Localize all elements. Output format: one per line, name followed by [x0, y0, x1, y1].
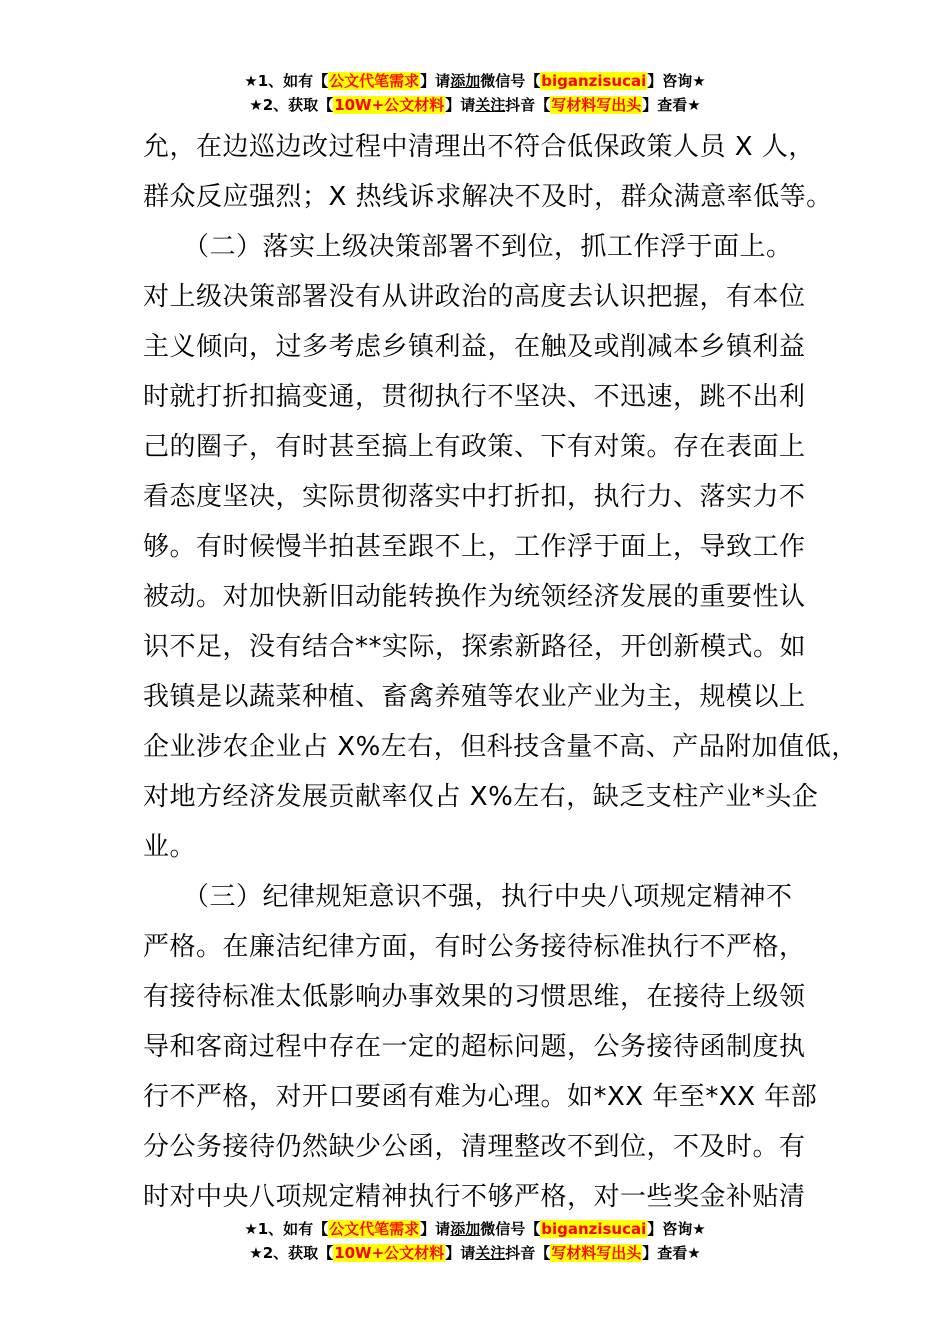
text-line: 看态度坚决，实际贯彻落实中打折扣，执行力、落实力不	[143, 482, 806, 512]
text-line: 群众反应强烈；X 热线诉求解决不及时，群众满意率低等。	[143, 182, 833, 212]
banner-text: 】查看★	[642, 96, 701, 114]
banner-text: 】请	[445, 1244, 476, 1262]
banner-line-1	[0, 1218, 950, 1242]
banner-text: 微信号【	[480, 72, 541, 90]
banner-text: 】请	[445, 96, 476, 114]
text-line: 对上级决策部署没有从讲政治的高度去认识把握，有本位	[143, 282, 806, 312]
banner-text: ★1、如有【	[244, 1220, 329, 1238]
text-line: 导和客商过程中存在一定的超标问题，公务接待函制度执	[143, 1032, 806, 1062]
highlight-service: 公文代笔需求	[329, 72, 420, 90]
highlight-douyin: 写材料写出头	[551, 96, 642, 114]
banner-text: 关注	[475, 1244, 506, 1262]
highlight-douyin: 写材料写出头	[551, 1244, 642, 1262]
text-line: 企业涉农企业占 X%左右，但科技含量不高、产品附加值低，	[143, 732, 858, 762]
highlight-materials: 10W+公文材料	[334, 96, 445, 114]
text-line: 行不严格，对开口要函有难为心理。如*XX 年至*XX 年部	[143, 1082, 818, 1112]
banner-text: 抖音【	[505, 1244, 551, 1262]
banner-text: 】请	[420, 1220, 451, 1238]
banner-line-2	[0, 94, 950, 118]
text-line: 允，在边巡边改过程中清理出不符合低保政策人员 X 人，	[143, 132, 815, 162]
text-line: 严格。在廉洁纪律方面，有时公务接待标准执行不严格，	[143, 932, 806, 962]
banner-line-2	[0, 1242, 950, 1266]
text-line: 识不足，没有结合**实际，探索新路径，开创新模式。如	[143, 632, 807, 662]
banner-text: ★2、获取【	[249, 96, 334, 114]
section-heading-2: （二）落实上级决策部署不到位，抓工作浮于面上。	[143, 232, 793, 262]
document-body	[143, 122, 858, 1222]
banner-text: 】查看★	[642, 1244, 701, 1262]
banner-line-1	[0, 70, 950, 94]
banner-text: ★1、如有【	[244, 72, 329, 90]
banner-text: 】咨询★	[647, 1220, 706, 1238]
banner-text: 】咨询★	[647, 72, 706, 90]
banner-text: 】请	[420, 72, 451, 90]
text-line: 分公务接待仍然缺少公函，清理整改不到位，不及时。有	[143, 1132, 806, 1162]
banner-text: 关注	[475, 96, 506, 114]
section-heading-3: （三）纪律规矩意识不强，执行中央八项规定精神不	[143, 882, 793, 912]
banner-text: 添加	[450, 1220, 481, 1238]
text-line: 对地方经济发展贡献率仅占 X%左右，缺乏支柱产业*头企	[143, 782, 819, 812]
text-line: 主义倾向，过多考虑乡镇利益，在触及或削减本乡镇利益	[143, 332, 806, 362]
text-line: 够。有时候慢半拍甚至跟不上，工作浮于面上，导致工作	[143, 532, 806, 562]
text-line: 被动。对加快新旧动能转换作为统领经济发展的重要性认	[143, 582, 806, 612]
header-banner	[0, 70, 950, 118]
text-line: 业。	[143, 832, 197, 862]
text-line: 我镇是以蔬菜种植、畜禽养殖等农业产业为主，规模以上	[143, 682, 806, 712]
highlight-service: 公文代笔需求	[329, 1220, 420, 1238]
text-line: 己的圈子，有时甚至搞上有政策、下有对策。存在表面上	[143, 432, 806, 462]
banner-text: ★2、获取【	[249, 1244, 334, 1262]
highlight-materials: 10W+公文材料	[334, 1244, 445, 1262]
banner-text: 微信号【	[480, 1220, 541, 1238]
highlight-wechat-id: biganzisucai	[541, 72, 647, 90]
banner-text: 添加	[450, 72, 481, 90]
banner-text: 抖音【	[505, 96, 551, 114]
text-line: 有接待标准太低影响办事效果的习惯思维，在接待上级领	[143, 982, 806, 1012]
text-line: 时对中央八项规定精神执行不够严格，对一些奖金补贴清	[143, 1182, 806, 1212]
text-line: 时就打折扣搞变通，贯彻执行不坚决、不迅速，跳不出利	[143, 382, 806, 412]
highlight-wechat-id: biganzisucai	[541, 1220, 647, 1238]
footer-banner	[0, 1218, 950, 1266]
